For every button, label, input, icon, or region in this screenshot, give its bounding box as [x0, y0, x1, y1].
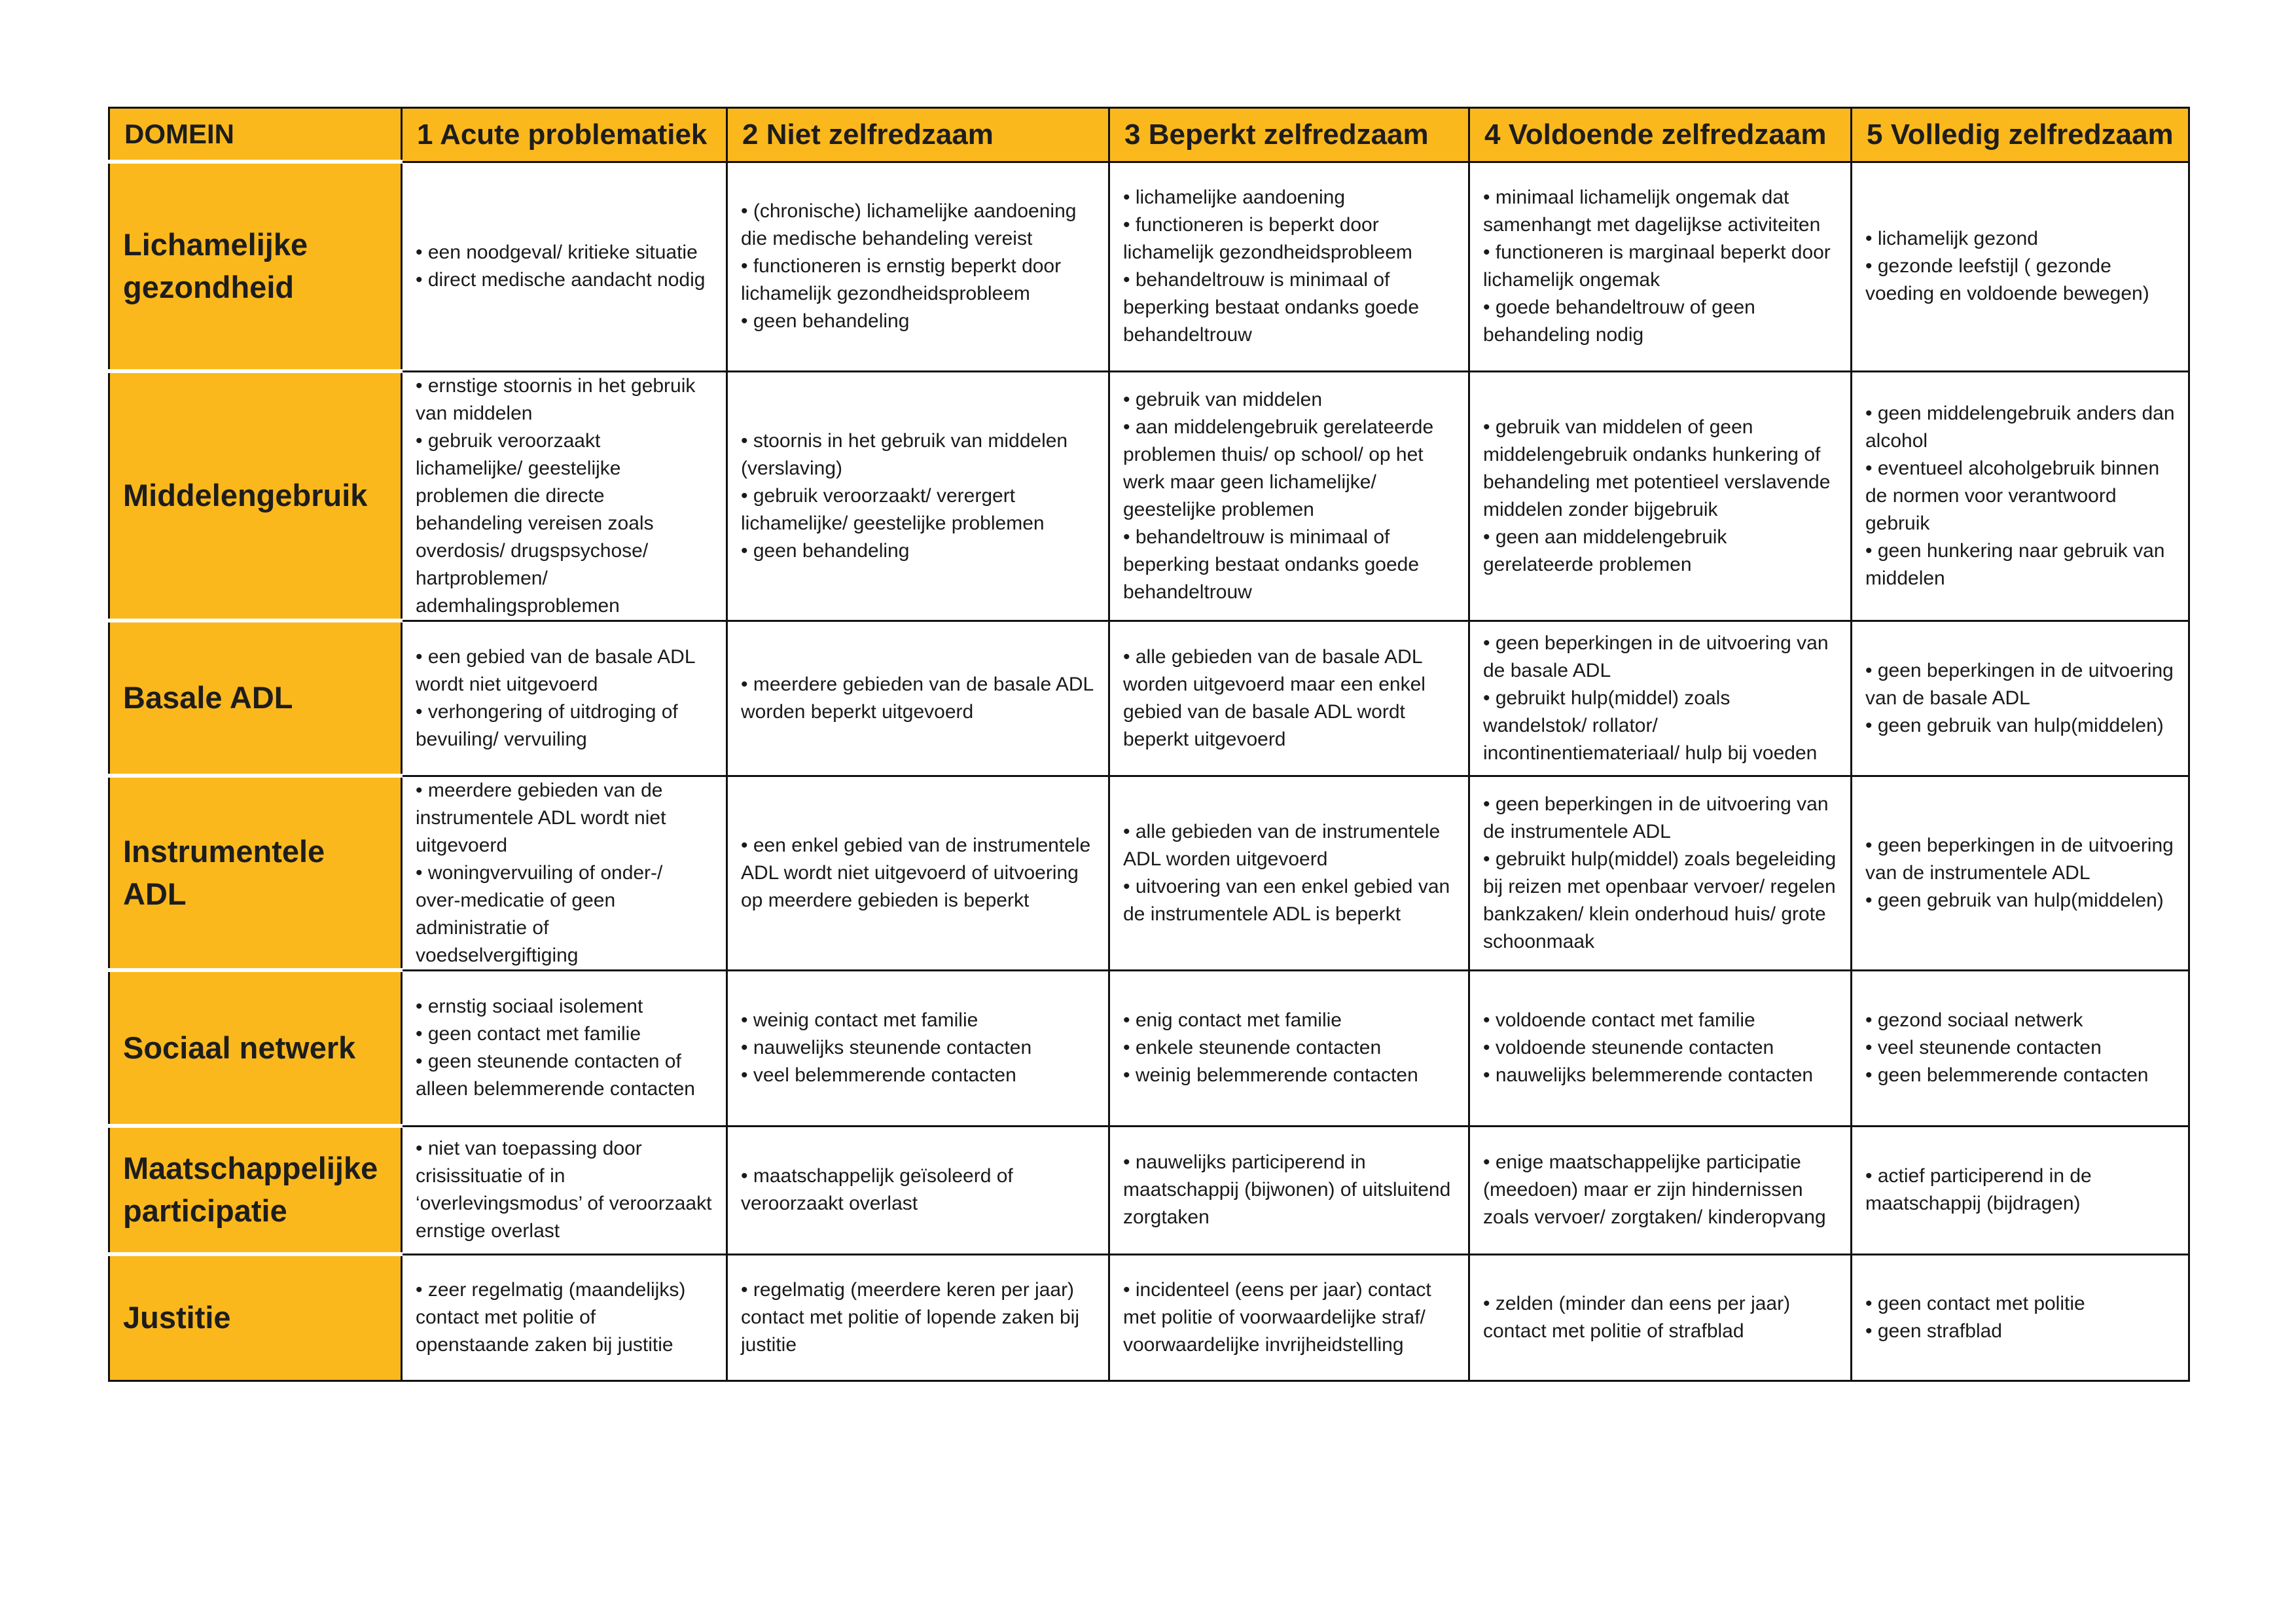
bullet-item: • geen contact met politie	[1865, 1292, 2085, 1314]
bullet-item: • gezonde leefstijl ( gezonde voeding en voldoende bewegen)	[1865, 255, 2149, 304]
bullet-item: • behandeltrouw is minimaal of beperking bestaat ondanks goede behandeltrouw	[1123, 526, 1420, 603]
bullet-item: • gezond sociaal netwerk	[1865, 1009, 2083, 1031]
bullet-item: • nauwelijks steunende contacten	[741, 1037, 1032, 1058]
row-instrumentele-adl	[109, 776, 2189, 970]
bullet-item: • veel belemmerende contacten	[741, 1064, 1016, 1086]
bullet-item: • direct medische aandacht nodig	[416, 269, 706, 291]
table-cell	[402, 621, 727, 776]
table-cell	[727, 162, 1109, 371]
table-cell	[1852, 1126, 2189, 1254]
header-row	[109, 108, 2189, 162]
bullet-item: • regelmatig (meerdere keren per jaar) contact met politie of lopende zaken bij justitie	[741, 1278, 1079, 1356]
table-cell	[727, 970, 1109, 1126]
bullet-item: • gebruik veroorzaakt/ verergert lichamelijke/ geestelijke problemen	[741, 484, 1045, 534]
bullet-item: • enkele steunende contacten	[1123, 1037, 1382, 1058]
table-cell	[727, 621, 1109, 776]
table-cell	[1469, 162, 1852, 371]
bullet-item: • alle gebieden van de instrumentele ADL worden uitgevoerd	[1123, 820, 1441, 870]
table-cell	[1469, 621, 1852, 776]
table-cell	[1852, 1254, 2189, 1380]
table-cell	[1109, 970, 1469, 1126]
row-basale-adl	[109, 621, 2189, 776]
bullet-item: • gebruikt hulp(middel) zoals wandelstok/ rollator/ incontinentiemateriaal/ hulp bij voeden	[1483, 687, 1818, 764]
table-body	[109, 162, 2189, 1380]
bullet-item: • nauwelijks belemmerende contacten	[1483, 1064, 1814, 1086]
header-voldoende-zelfredzaam: 4 Voldoende zelfredzaam	[1469, 108, 1852, 162]
bullet-item: • geen hunkering naar gebruik van middelen	[1865, 539, 2165, 589]
bullet-item: • (chronische) lichamelijke aandoening die medische behandeling vereist	[741, 200, 1077, 249]
bullet-item: • geen beperkingen in de uitvoering van de basale ADL	[1865, 659, 2174, 709]
table-cell	[1109, 1254, 1469, 1380]
bullet-item: • enige maatschappelijke participatie (meedoen) maar er zijn hindernissen zoals vervoer/ zorgtaken/ kinderopvang	[1483, 1151, 1826, 1228]
bullet-item: • functioneren is beperkt door lichamelijk gezondheidsprobleem	[1123, 214, 1412, 263]
table-cell	[402, 776, 727, 970]
header-volledig-zelfredzaam: 5 Volledig zelfredzaam	[1852, 108, 2189, 162]
domain-label: Maatschappelijke participatie	[109, 1126, 402, 1254]
bullet-item: • weinig contact met familie	[741, 1009, 978, 1031]
header-domein: DOMEIN	[109, 108, 402, 162]
domain-label: Basale ADL	[109, 621, 402, 776]
bullet-item: • geen contact met familie	[416, 1023, 641, 1045]
bullet-item: • geen aan middelengebruik gerelateerde problemen	[1483, 526, 1727, 575]
header-niet-zelfredzaam: 2 Niet zelfredzaam	[727, 108, 1109, 162]
table-cell	[1852, 776, 2189, 970]
bullet-item: • geen gebruik van hulp(middelen)	[1865, 714, 2164, 736]
bullet-item: • gebruik van middelen of geen middelengebruik ondanks hunkering of behandeling met potentieel verslavende middelen zonder bijgebruik	[1483, 416, 1831, 520]
bullet-item: • eventueel alcoholgebruik binnen de normen voor verantwoord gebruik	[1865, 457, 2160, 534]
bullet-item: • geen beperkingen in de uitvoering van de instrumentele ADL	[1865, 834, 2174, 884]
table-cell	[1852, 970, 2189, 1126]
table-cell	[402, 1126, 727, 1254]
bullet-item: • minimaal lichamelijk ongemak dat samenhangt met dagelijkse activiteiten	[1483, 187, 1821, 236]
bullet-item: • zelden (minder dan eens per jaar) contact met politie of strafblad	[1483, 1292, 1791, 1342]
table-cell	[727, 1254, 1109, 1380]
table-cell	[402, 162, 727, 371]
bullet-item: • incidenteel (eens per jaar) contact met politie of voorwaardelijke straf/ voorwaardelijke invrijheidstelling	[1123, 1278, 1431, 1356]
table-cell	[1109, 621, 1469, 776]
bullet-item: • ernstig sociaal isolement	[416, 996, 643, 1017]
bullet-item: • functioneren is marginaal beperkt door lichamelijk ongemak	[1483, 242, 1831, 291]
table-cell	[1469, 1126, 1852, 1254]
row-maatschappelijke-participatie	[109, 1126, 2189, 1254]
domain-label: Instrumentele ADL	[109, 776, 402, 970]
row-sociaal-netwerk	[109, 970, 2189, 1126]
bullet-item: • geen steunende contacten of alleen belemmerende contacten	[416, 1051, 695, 1100]
bullet-item: • een gebied van de basale ADL wordt niet uitgevoerd	[416, 645, 695, 695]
bullet-item: • geen strafblad	[1865, 1320, 2002, 1342]
bullet-item: • maatschappelijk geïsoleerd of veroorzaakt overlast	[741, 1165, 1013, 1214]
bullet-item: • aan middelengebruik gerelateerde problemen thuis/ op school/ op het werk maar geen lichamelijke/ geestelijke problemen	[1123, 416, 1434, 520]
bullet-item: • voldoende contact met familie	[1483, 1009, 1755, 1031]
table-cell	[1469, 1254, 1852, 1380]
bullet-item: • functioneren is ernstig beperkt door lichamelijk gezondheidsprobleem	[741, 255, 1062, 304]
bullet-item: • een noodgeval/ kritieke situatie	[416, 242, 698, 263]
bullet-item: • alle gebieden van de basale ADL worden uitgevoerd maar een enkel gebied van de basale ADL wordt beperkt uitgevoerd	[1123, 645, 1426, 750]
bullet-item: • meerdere gebieden van de basale ADL worden beperkt uitgevoerd	[741, 673, 1094, 723]
domain-label: Lichamelijke gezondheid	[109, 162, 402, 371]
table-cell	[1852, 621, 2189, 776]
bullet-item: • geen middelengebruik anders dan alcohol	[1865, 402, 2175, 452]
table-cell	[1109, 1126, 1469, 1254]
table-cell	[1469, 970, 1852, 1126]
bullet-item: • niet van toepassing door crisissituatie of in ‘overlevingsmodus’ of veroorzaakt ernstige overlast	[416, 1138, 712, 1242]
bullet-item: • nauwelijks participerend in maatschappij (bijwonen) of uitsluitend zorgtaken	[1123, 1151, 1451, 1228]
table-cell	[727, 371, 1109, 621]
bullet-item: • lichamelijke aandoening	[1123, 187, 1346, 208]
bullet-item: • geen gebruik van hulp(middelen)	[1865, 889, 2164, 911]
bullet-item: • gebruikt hulp(middel) zoals begeleiding bij reizen met openbaar vervoer/ regelen bankzaken/ klein onderhoud huis/ grote schoonmaak	[1483, 848, 1837, 952]
bullet-item: • gebruik veroorzaakt lichamelijke/ geestelijke problemen die directe behandeling vereisen zoals overdosis/ drugspsychose/ hartproblemen/ ademhalingsproblemen	[416, 429, 654, 617]
bullet-item: • lichamelijk gezond	[1865, 228, 2038, 249]
bullet-item: • zeer regelmatig (maandelijks) contact met politie of openstaande zaken bij justitie	[416, 1278, 686, 1356]
domain-label: Middelengebruik	[109, 371, 402, 621]
header-acute-problematiek: 1 Acute problematiek	[402, 108, 727, 162]
table-cell	[1109, 371, 1469, 621]
bullet-item: • geen belemmerende contacten	[1865, 1064, 2149, 1086]
bullet-item: • enig contact met familie	[1123, 1009, 1342, 1031]
table-cell	[402, 970, 727, 1126]
bullet-item: • ernstige stoornis in het gebruik van middelen	[416, 374, 696, 424]
bullet-item: • uitvoering van een enkel gebied van de instrumentele ADL is beperkt	[1123, 875, 1450, 925]
bullet-item: • voldoende steunende contacten	[1483, 1037, 1774, 1058]
bullet-item: • goede behandeltrouw of geen behandeling nodig	[1483, 297, 1755, 346]
bullet-item: • veel steunende contacten	[1865, 1037, 2102, 1058]
domain-label: Justitie	[109, 1254, 402, 1380]
table-cell	[1469, 776, 1852, 970]
bullet-item: • weinig belemmerende contacten	[1123, 1064, 1418, 1086]
row-justitie	[109, 1254, 2189, 1380]
row-middelengebruik	[109, 371, 2189, 621]
bullet-item: • woningvervuiling of onder-/ over-medicatie of geen administratie of voedselvergiftiging	[416, 861, 663, 966]
bullet-item: • behandeltrouw is minimaal of beperking bestaat ondanks goede behandeltrouw	[1123, 269, 1420, 346]
table-cell	[1469, 371, 1852, 621]
bullet-item: • geen behandeling	[741, 310, 910, 332]
bullet-item: • een enkel gebied van de instrumentele ADL wordt niet uitgevoerd of uitvoering op meerdere gebieden is beperkt	[741, 834, 1091, 911]
table-cell	[402, 371, 727, 621]
bullet-item: • actief participerend in de maatschappij (bijdragen)	[1865, 1165, 2092, 1214]
table-cell	[727, 776, 1109, 970]
table-cell	[1109, 162, 1469, 371]
table-cell	[1852, 371, 2189, 621]
bullet-item: • verhongering of uitdroging of bevuiling/ vervuiling	[416, 700, 678, 750]
table-cell	[727, 1126, 1109, 1254]
bullet-item: • gebruik van middelen	[1123, 388, 1323, 410]
bullet-item: • meerdere gebieden van de instrumentele ADL wordt niet uitgevoerd	[416, 779, 666, 856]
bullet-item: • geen beperkingen in de uitvoering van de instrumentele ADL	[1483, 793, 1829, 842]
table-cell	[402, 1254, 727, 1380]
table-header	[109, 108, 2189, 162]
bullet-item: • geen beperkingen in de uitvoering van de basale ADL	[1483, 632, 1829, 681]
self-sufficiency-matrix-table	[108, 107, 2190, 1382]
row-lichamelijke-gezondheid	[109, 162, 2189, 371]
table-cell	[1852, 162, 2189, 371]
domain-label: Sociaal netwerk	[109, 970, 402, 1126]
bullet-item: • stoornis in het gebruik van middelen (verslaving)	[741, 429, 1068, 479]
table-cell	[1109, 776, 1469, 970]
bullet-item: • geen behandeling	[741, 539, 910, 562]
header-beperkt-zelfredzaam: 3 Beperkt zelfredzaam	[1109, 108, 1469, 162]
